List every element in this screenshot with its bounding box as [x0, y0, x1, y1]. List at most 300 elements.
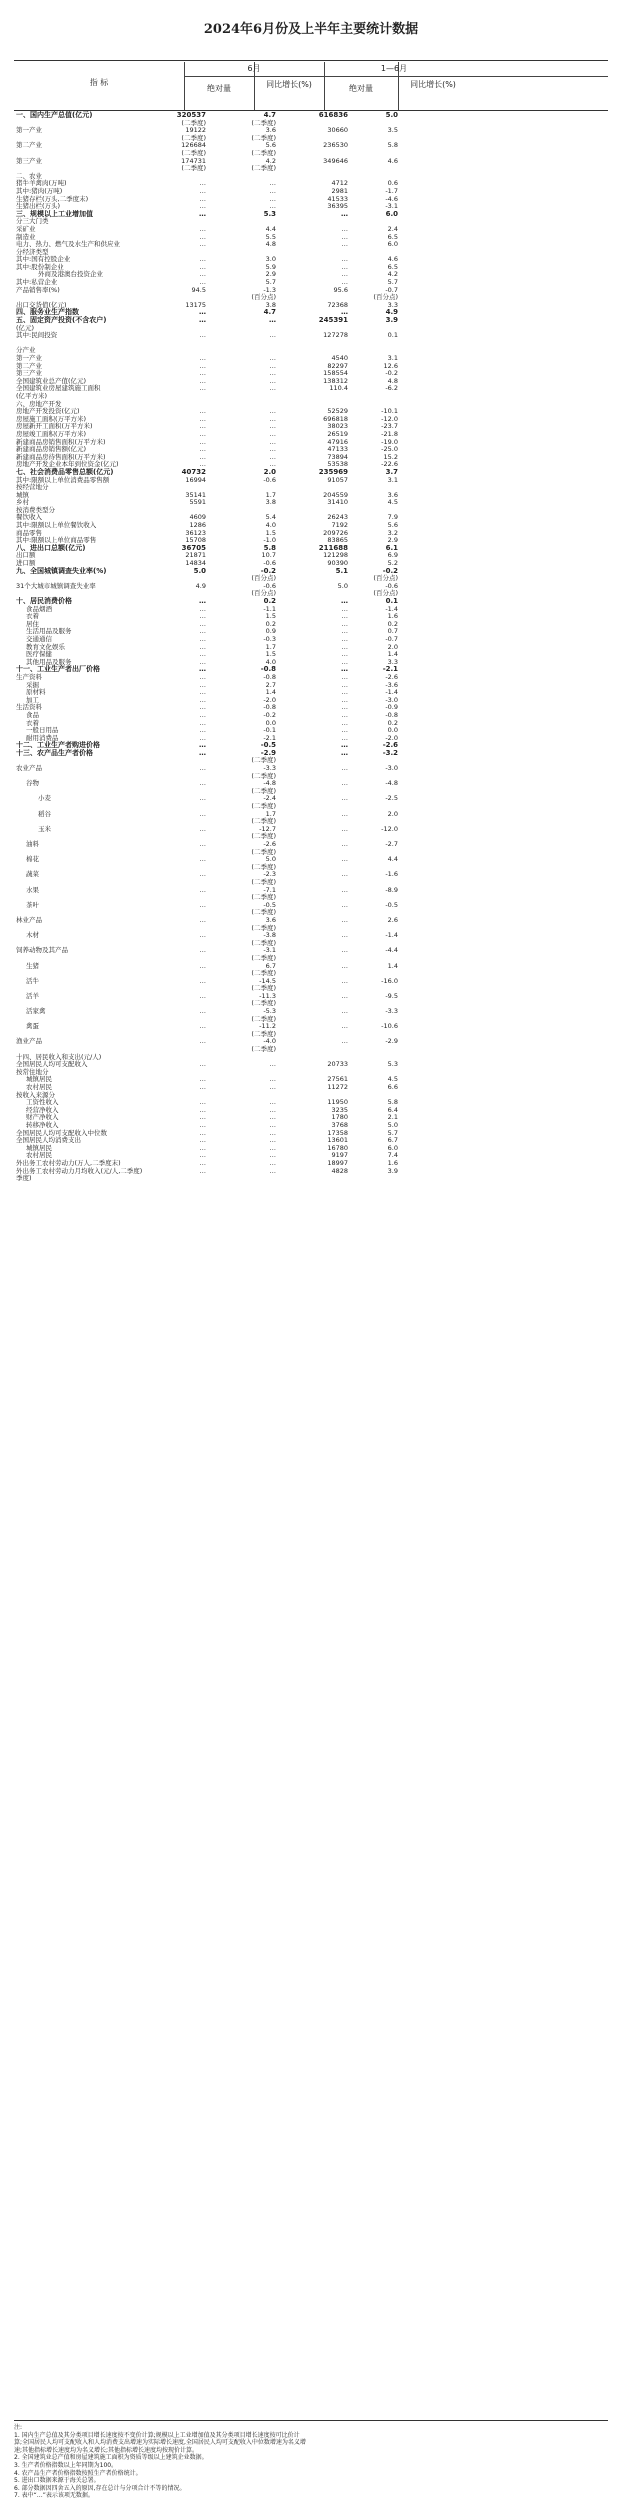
- month-yoy-cell: -1.1: [263, 604, 276, 613]
- month-yoy-cell: (二季度): [251, 786, 276, 795]
- table-row: [14, 606, 608, 614]
- half-yoy-cell: 2.0: [387, 809, 398, 818]
- table-row: [14, 879, 608, 887]
- half-abs-cell: 53538: [327, 460, 348, 469]
- footnote-line: 7. 表中“…”表示该项无数据。: [14, 2492, 94, 2500]
- table-row: [14, 1084, 608, 1092]
- table-row: [14, 408, 608, 416]
- month-yoy-cell: -1.0: [263, 536, 276, 545]
- half-yoy-cell: -2.6: [385, 672, 398, 681]
- month-abs-cell: …: [199, 407, 206, 416]
- table-row: [14, 363, 608, 371]
- month-yoy-cell: -5.3: [263, 1007, 276, 1016]
- half-yoy-cell: -10.1: [381, 407, 398, 416]
- half-yoy-cell: -0.7: [385, 634, 398, 643]
- half-yoy-cell: 1.6: [387, 1158, 398, 1167]
- half-abs-cell: 20733: [327, 1060, 348, 1069]
- table-row: [14, 1038, 608, 1046]
- table-row: [14, 1008, 608, 1016]
- month-yoy-cell: …: [269, 1083, 276, 1091]
- table-row: [14, 780, 608, 788]
- table-row: [14, 1000, 608, 1008]
- half-abs-cell: …: [341, 733, 348, 742]
- month-abs-cell: …: [199, 445, 206, 454]
- half-yoy-cell: 0.2: [387, 718, 398, 727]
- month-yoy-cell: (二季度): [251, 118, 276, 127]
- half-abs-cell: 18997: [327, 1158, 348, 1167]
- month-yoy-cell: (二季度): [251, 984, 276, 993]
- row-label: 新建商品房销售面积(万平方米): [16, 437, 106, 446]
- table-row: [14, 909, 608, 917]
- half-abs-cell: …: [341, 270, 348, 279]
- half-abs-cell: …: [341, 672, 348, 681]
- month-abs-cell: …: [199, 748, 206, 757]
- month-abs-cell: …: [199, 688, 206, 697]
- half-abs-cell: 72368: [327, 300, 348, 309]
- month-abs-cell: …: [199, 186, 206, 195]
- month-yoy-cell: 0.2: [263, 597, 276, 605]
- half-yoy-cell: -19.0: [381, 437, 398, 446]
- table-row: [14, 932, 608, 940]
- half-abs-cell: …: [341, 900, 348, 909]
- table-row: [14, 158, 608, 166]
- month-yoy-cell: 0.0: [265, 718, 276, 727]
- month-yoy-cell: 3.6: [265, 126, 276, 135]
- month-yoy-cell: …: [269, 1098, 276, 1107]
- half-abs-cell: …: [341, 764, 348, 773]
- row-label: 第三产业: [16, 369, 42, 378]
- half-yoy-cell: -2.6: [382, 741, 398, 750]
- half-abs-cell: …: [341, 710, 348, 719]
- half-abs-cell: …: [341, 240, 348, 249]
- row-label: 其中:限额以上单位餐饮收入: [16, 521, 97, 530]
- row-label: 三、规模以上工业增加值: [16, 209, 93, 218]
- row-label: 出口额: [16, 551, 36, 560]
- month-yoy-cell: 4.7: [263, 111, 276, 119]
- table-row: [14, 712, 608, 720]
- half-yoy-cell: -2.0: [385, 733, 398, 742]
- table-row: [14, 704, 608, 712]
- month-yoy-cell: 5.0: [265, 855, 276, 864]
- month-yoy-cell: …: [269, 316, 276, 325]
- month-abs-cell: 15708: [185, 536, 206, 545]
- month-yoy-cell: …: [269, 1166, 276, 1175]
- table-row: [14, 849, 608, 857]
- half-yoy-cell: 0.0: [387, 726, 398, 735]
- month-abs-cell: …: [199, 376, 206, 385]
- row-label: 按收入来源分: [16, 1090, 55, 1099]
- row-label: 经营净收入: [26, 1105, 59, 1114]
- row-label: 居住: [26, 619, 39, 628]
- month-abs-cell: (二季度): [181, 148, 206, 157]
- half-yoy-cell: 6.7: [387, 1136, 398, 1145]
- row-label: 商品零售: [16, 528, 42, 537]
- month-yoy-cell: …: [269, 1136, 276, 1145]
- row-label: 餐饮收入: [16, 513, 42, 522]
- half-yoy-cell: 3.3: [387, 657, 398, 666]
- table-row: [14, 522, 608, 530]
- data-table-body: [14, 112, 608, 1183]
- half-abs-cell: …: [341, 885, 348, 894]
- table-row: [14, 841, 608, 849]
- month-abs-cell: …: [199, 794, 206, 803]
- month-yoy-cell: -0.8: [263, 703, 276, 712]
- month-yoy-cell: (二季度): [251, 923, 276, 932]
- table-row: [14, 211, 608, 219]
- row-label: 活牛: [26, 976, 39, 985]
- row-label: 食品烟酒: [26, 604, 52, 613]
- table-row: [14, 1168, 608, 1176]
- month-yoy-cell: 5.8: [263, 543, 276, 552]
- half-abs-cell: …: [341, 278, 348, 287]
- month-abs-cell: …: [199, 900, 206, 909]
- table-row: [14, 651, 608, 659]
- half-abs-cell: …: [341, 718, 348, 727]
- row-label: 活家禽: [26, 1007, 46, 1016]
- table-row: [14, 689, 608, 697]
- half-abs-cell: …: [341, 824, 348, 833]
- table-row: [14, 803, 608, 811]
- half-yoy-cell: -25.0: [381, 445, 398, 454]
- half-abs-cell: …: [341, 612, 348, 621]
- month-yoy-cell: 5.9: [265, 262, 276, 271]
- month-abs-cell: 5.0: [193, 566, 206, 575]
- half-abs-cell: 47916: [327, 437, 348, 446]
- month-yoy-cell: -2.0: [263, 695, 276, 704]
- half-abs-cell: 245391: [318, 316, 348, 325]
- half-yoy-cell: -0.5: [385, 900, 398, 909]
- half-yoy-cell: 3.9: [387, 1166, 398, 1175]
- table-row: [14, 218, 608, 226]
- half-yoy-cell: 7.4: [387, 1151, 398, 1160]
- half-yoy-cell: 5.0: [387, 1120, 398, 1129]
- month-yoy-cell: 4.8: [265, 240, 276, 249]
- half-abs-cell: …: [341, 650, 348, 659]
- table-row: [14, 682, 608, 690]
- table-row: [14, 279, 608, 287]
- half-abs-cell: 349646: [323, 156, 348, 165]
- month-yoy-cell: 4.4: [265, 224, 276, 233]
- table-top-rule: [14, 60, 608, 61]
- month-abs-cell: …: [199, 991, 206, 1000]
- row-label: 其中:国有控股企业: [16, 255, 71, 264]
- table-row: [14, 355, 608, 363]
- table-row: [14, 1099, 608, 1107]
- row-label: 按消费类型分: [16, 505, 55, 514]
- month-yoy-cell: -0.8: [263, 672, 276, 681]
- month-yoy-cell: -0.1: [263, 726, 276, 735]
- half-yoy-cell: 4.5: [387, 1075, 398, 1084]
- month-abs-cell: …: [199, 915, 206, 924]
- row-label: 分三大门类: [16, 217, 49, 226]
- row-label: 衣着: [26, 718, 39, 727]
- half-yoy-cell: 6.4: [387, 1105, 398, 1114]
- half-yoy-cell: 3.9: [385, 316, 398, 325]
- table-row: [14, 370, 608, 378]
- half-yoy-cell: 2.4: [387, 224, 398, 233]
- row-label: 工资性收入: [26, 1098, 59, 1107]
- table-row: [14, 552, 608, 560]
- table-row: [14, 902, 608, 910]
- month-yoy-cell: -4.0: [263, 1037, 276, 1046]
- month-abs-cell: …: [199, 695, 206, 704]
- month-yoy-cell: …: [269, 460, 276, 469]
- table-row: [14, 514, 608, 522]
- month-abs-cell: …: [199, 384, 206, 393]
- table-row: [14, 120, 608, 128]
- month-abs-cell: …: [199, 855, 206, 864]
- footnote-line: 6. 部分数据因四舍五入的原因,存在总计与分项合计不等的情况。: [14, 2484, 186, 2492]
- month-abs-cell: …: [199, 240, 206, 249]
- half-yoy-cell: (百分点): [373, 574, 398, 583]
- half-yoy-cell: -3.1: [385, 202, 398, 211]
- half-abs-cell: 5.1: [335, 566, 348, 575]
- table-row: [14, 795, 608, 803]
- half-yoy-cell: 4.2: [387, 270, 398, 279]
- month-abs-cell: 94.5: [191, 285, 206, 294]
- row-label: 转移净收入: [26, 1120, 59, 1129]
- table-row: [14, 742, 608, 750]
- month-yoy-cell: …: [269, 331, 276, 340]
- table-row: [14, 294, 608, 302]
- row-label: 其中:猪肉(万吨): [16, 186, 63, 195]
- row-label: 十、居民消费价格: [16, 597, 72, 605]
- month-abs-cell: …: [199, 612, 206, 621]
- table-row: [14, 788, 608, 796]
- month-abs-cell: …: [199, 650, 206, 659]
- half-yoy-cell: 4.9: [385, 308, 398, 317]
- row-label: 第二产业: [16, 361, 42, 370]
- row-label: 稻谷: [38, 809, 51, 818]
- month-yoy-cell: (百分点): [251, 574, 276, 583]
- half-abs-cell: …: [341, 619, 348, 628]
- table-row: [14, 196, 608, 204]
- half-yoy-cell: -0.7: [385, 285, 398, 294]
- half-abs-cell: 26519: [327, 429, 348, 438]
- month-abs-cell: …: [199, 680, 206, 689]
- half-abs-cell: 209726: [323, 528, 348, 537]
- row-label: 电力、热力、燃气及水生产和供应业: [16, 240, 120, 249]
- month-yoy-cell: (二季度): [251, 862, 276, 871]
- footnote-line: 3. 生产者价格指数以上年同期为100。: [14, 2461, 118, 2469]
- month-abs-cell: …: [199, 885, 206, 894]
- row-label: 生活资料: [16, 703, 42, 712]
- row-label: 原材料: [26, 688, 46, 697]
- half-abs-cell: …: [341, 703, 348, 712]
- row-label: 教育文化娱乐: [26, 642, 65, 651]
- half-yoy-cell: 4.8: [387, 376, 398, 385]
- table-row: [14, 317, 608, 325]
- month-yoy-cell: …: [269, 361, 276, 370]
- table-row: [14, 818, 608, 826]
- table-row: [14, 423, 608, 431]
- half-abs-cell: …: [341, 1007, 348, 1016]
- month-abs-cell: 4609: [189, 513, 206, 522]
- row-label: (亿元): [16, 323, 35, 332]
- table-row: [14, 811, 608, 819]
- table-row: [14, 507, 608, 515]
- month-yoy-cell: -14.5: [259, 976, 276, 985]
- month-yoy-cell: 4.0: [265, 521, 276, 530]
- half-abs-cell: …: [341, 308, 348, 317]
- half-abs-cell: …: [341, 232, 348, 241]
- row-label: 按常住地分: [16, 1067, 49, 1076]
- half-abs-cell: 211688: [318, 543, 348, 552]
- half-abs-cell: 17358: [327, 1128, 348, 1137]
- month-yoy-cell: 1.7: [265, 642, 276, 651]
- half-yoy-cell: -10.6: [381, 1022, 398, 1031]
- half-yoy-cell: 0.1: [385, 597, 398, 605]
- row-label: 耐用消费品: [26, 733, 59, 742]
- row-label: 其中:民间投资: [16, 331, 58, 340]
- month-yoy-cell: …: [269, 1151, 276, 1160]
- half-yoy-cell: -2.5: [385, 794, 398, 803]
- month-abs-cell: …: [199, 931, 206, 940]
- table-row: [14, 385, 608, 393]
- table-row: [14, 674, 608, 682]
- table-row: [14, 477, 608, 485]
- month-abs-cell: …: [199, 1075, 206, 1084]
- half-yoy-cell: 1.4: [387, 961, 398, 970]
- row-label: 房屋施工面积(万平方米): [16, 414, 87, 423]
- table-row: [14, 757, 608, 765]
- half-yoy-cell: 3.6: [387, 490, 398, 499]
- table-row: [14, 970, 608, 978]
- table-row: [14, 947, 608, 955]
- table-row: [14, 378, 608, 386]
- row-label: 六、房地产开发: [16, 399, 62, 408]
- table-row: [14, 1061, 608, 1069]
- row-label: 生猪存栏(万头,二季度末): [16, 194, 89, 203]
- row-label: 九、全国城镇调查失业率(%): [16, 566, 107, 575]
- table-row: [14, 545, 608, 553]
- row-label: 生猪: [26, 961, 39, 970]
- half-yoy-cell: 12.6: [383, 361, 398, 370]
- month-abs-cell: 16994: [185, 475, 206, 484]
- month-yoy-cell: (百分点): [251, 293, 276, 302]
- half-abs-cell: …: [341, 976, 348, 985]
- table-row: [14, 917, 608, 925]
- month-yoy-cell: -0.2: [263, 710, 276, 719]
- table-row: [14, 1054, 608, 1062]
- month-abs-cell: …: [199, 619, 206, 628]
- row-label: 城镇: [16, 490, 29, 499]
- month-yoy-cell: -11.3: [259, 991, 276, 1000]
- half-yoy-cell: 7.9: [387, 513, 398, 522]
- half-yoy-cell: 3.7: [385, 467, 398, 476]
- half-yoy-cell: 5.8: [387, 1098, 398, 1107]
- month-yoy-cell: (二季度): [251, 999, 276, 1008]
- half-yoy-cell: 5.0: [385, 111, 398, 119]
- month-abs-cell: …: [199, 1037, 206, 1046]
- half-abs-cell: 73894: [327, 452, 348, 461]
- half-abs-cell: …: [341, 748, 348, 757]
- half-yoy-cell: 5.7: [387, 1128, 398, 1137]
- month-yoy-cell: 4.2: [265, 156, 276, 165]
- half-abs-cell: 91057: [327, 475, 348, 484]
- month-abs-cell: …: [199, 1098, 206, 1107]
- month-abs-cell: 13175: [185, 300, 206, 309]
- month-abs-cell: …: [199, 1120, 206, 1129]
- month-yoy-cell: 1.7: [265, 809, 276, 818]
- table-row: [14, 773, 608, 781]
- half-yoy-cell: -0.6: [385, 581, 398, 590]
- month-abs-cell: …: [199, 460, 206, 469]
- row-label: 茶叶: [26, 900, 39, 909]
- month-abs-cell: 4.9: [195, 581, 206, 590]
- month-abs-cell: (二季度): [181, 133, 206, 142]
- half-yoy-cell: 5.8: [387, 141, 398, 150]
- row-label: 一、国内生产总值(亿元): [16, 111, 93, 119]
- half-abs-cell: …: [341, 726, 348, 735]
- table-row: [14, 112, 608, 120]
- half-yoy-cell: -1.4: [385, 688, 398, 697]
- row-label: 医疗保健: [26, 650, 52, 659]
- month-yoy-cell: …: [269, 1128, 276, 1137]
- row-label: 房地产开发企业本年到位资金(亿元): [16, 460, 119, 469]
- half-abs-cell: 127278: [323, 331, 348, 340]
- month-yoy-cell: -0.8: [260, 665, 276, 674]
- month-yoy-cell: 3.8: [265, 498, 276, 507]
- month-yoy-cell: -4.8: [263, 779, 276, 788]
- half-yoy-cell: 4.6: [387, 156, 398, 165]
- table-row: [14, 264, 608, 272]
- half-abs-cell: …: [341, 840, 348, 848]
- half-yoy-cell: -2.7: [385, 840, 398, 848]
- table-row: [14, 613, 608, 621]
- row-label: 新建商品房待售面积(万平方米): [16, 452, 106, 461]
- half-abs-cell: …: [341, 597, 348, 605]
- month-yoy-cell: 6.7: [265, 961, 276, 970]
- half-yoy-cell: 3.3: [387, 300, 398, 309]
- row-label: (亿平方米): [16, 391, 48, 400]
- header-indicator: 指 标: [89, 78, 109, 87]
- half-abs-cell: …: [341, 931, 348, 940]
- row-label: 饲养动物及其产品: [16, 946, 68, 955]
- half-abs-cell: 3235: [331, 1105, 348, 1114]
- half-yoy-cell: 6.5: [387, 262, 398, 271]
- month-yoy-cell: …: [269, 186, 276, 195]
- month-abs-cell: …: [199, 733, 206, 742]
- month-yoy-cell: …: [269, 194, 276, 203]
- half-yoy-cell: -3.0: [385, 695, 398, 704]
- half-abs-cell: …: [341, 1037, 348, 1046]
- month-abs-cell: 5591: [189, 498, 206, 507]
- row-label: 油料: [26, 840, 39, 848]
- table-row: [14, 325, 608, 333]
- month-yoy-cell: (二季度): [251, 771, 276, 780]
- half-yoy-cell: 6.5: [387, 232, 398, 241]
- month-abs-cell: …: [199, 437, 206, 446]
- table-row: [14, 241, 608, 249]
- notes-rule: [14, 2420, 608, 2421]
- half-yoy-cell: 3.1: [387, 475, 398, 484]
- table-row: [14, 401, 608, 409]
- month-abs-cell: …: [199, 1158, 206, 1167]
- month-abs-cell: …: [199, 202, 206, 211]
- table-row: [14, 666, 608, 674]
- row-label: 小麦: [38, 794, 51, 803]
- half-abs-cell: …: [341, 255, 348, 264]
- half-abs-cell: 11272: [327, 1083, 348, 1091]
- month-abs-cell: …: [199, 232, 206, 241]
- month-yoy-cell: …: [269, 1075, 276, 1084]
- table-row: [14, 1069, 608, 1077]
- month-yoy-cell: -0.2: [260, 566, 276, 575]
- half-yoy-cell: 4.4: [387, 855, 398, 864]
- month-yoy-cell: 3.6: [265, 915, 276, 924]
- header-abs-month: 绝对量: [207, 84, 231, 93]
